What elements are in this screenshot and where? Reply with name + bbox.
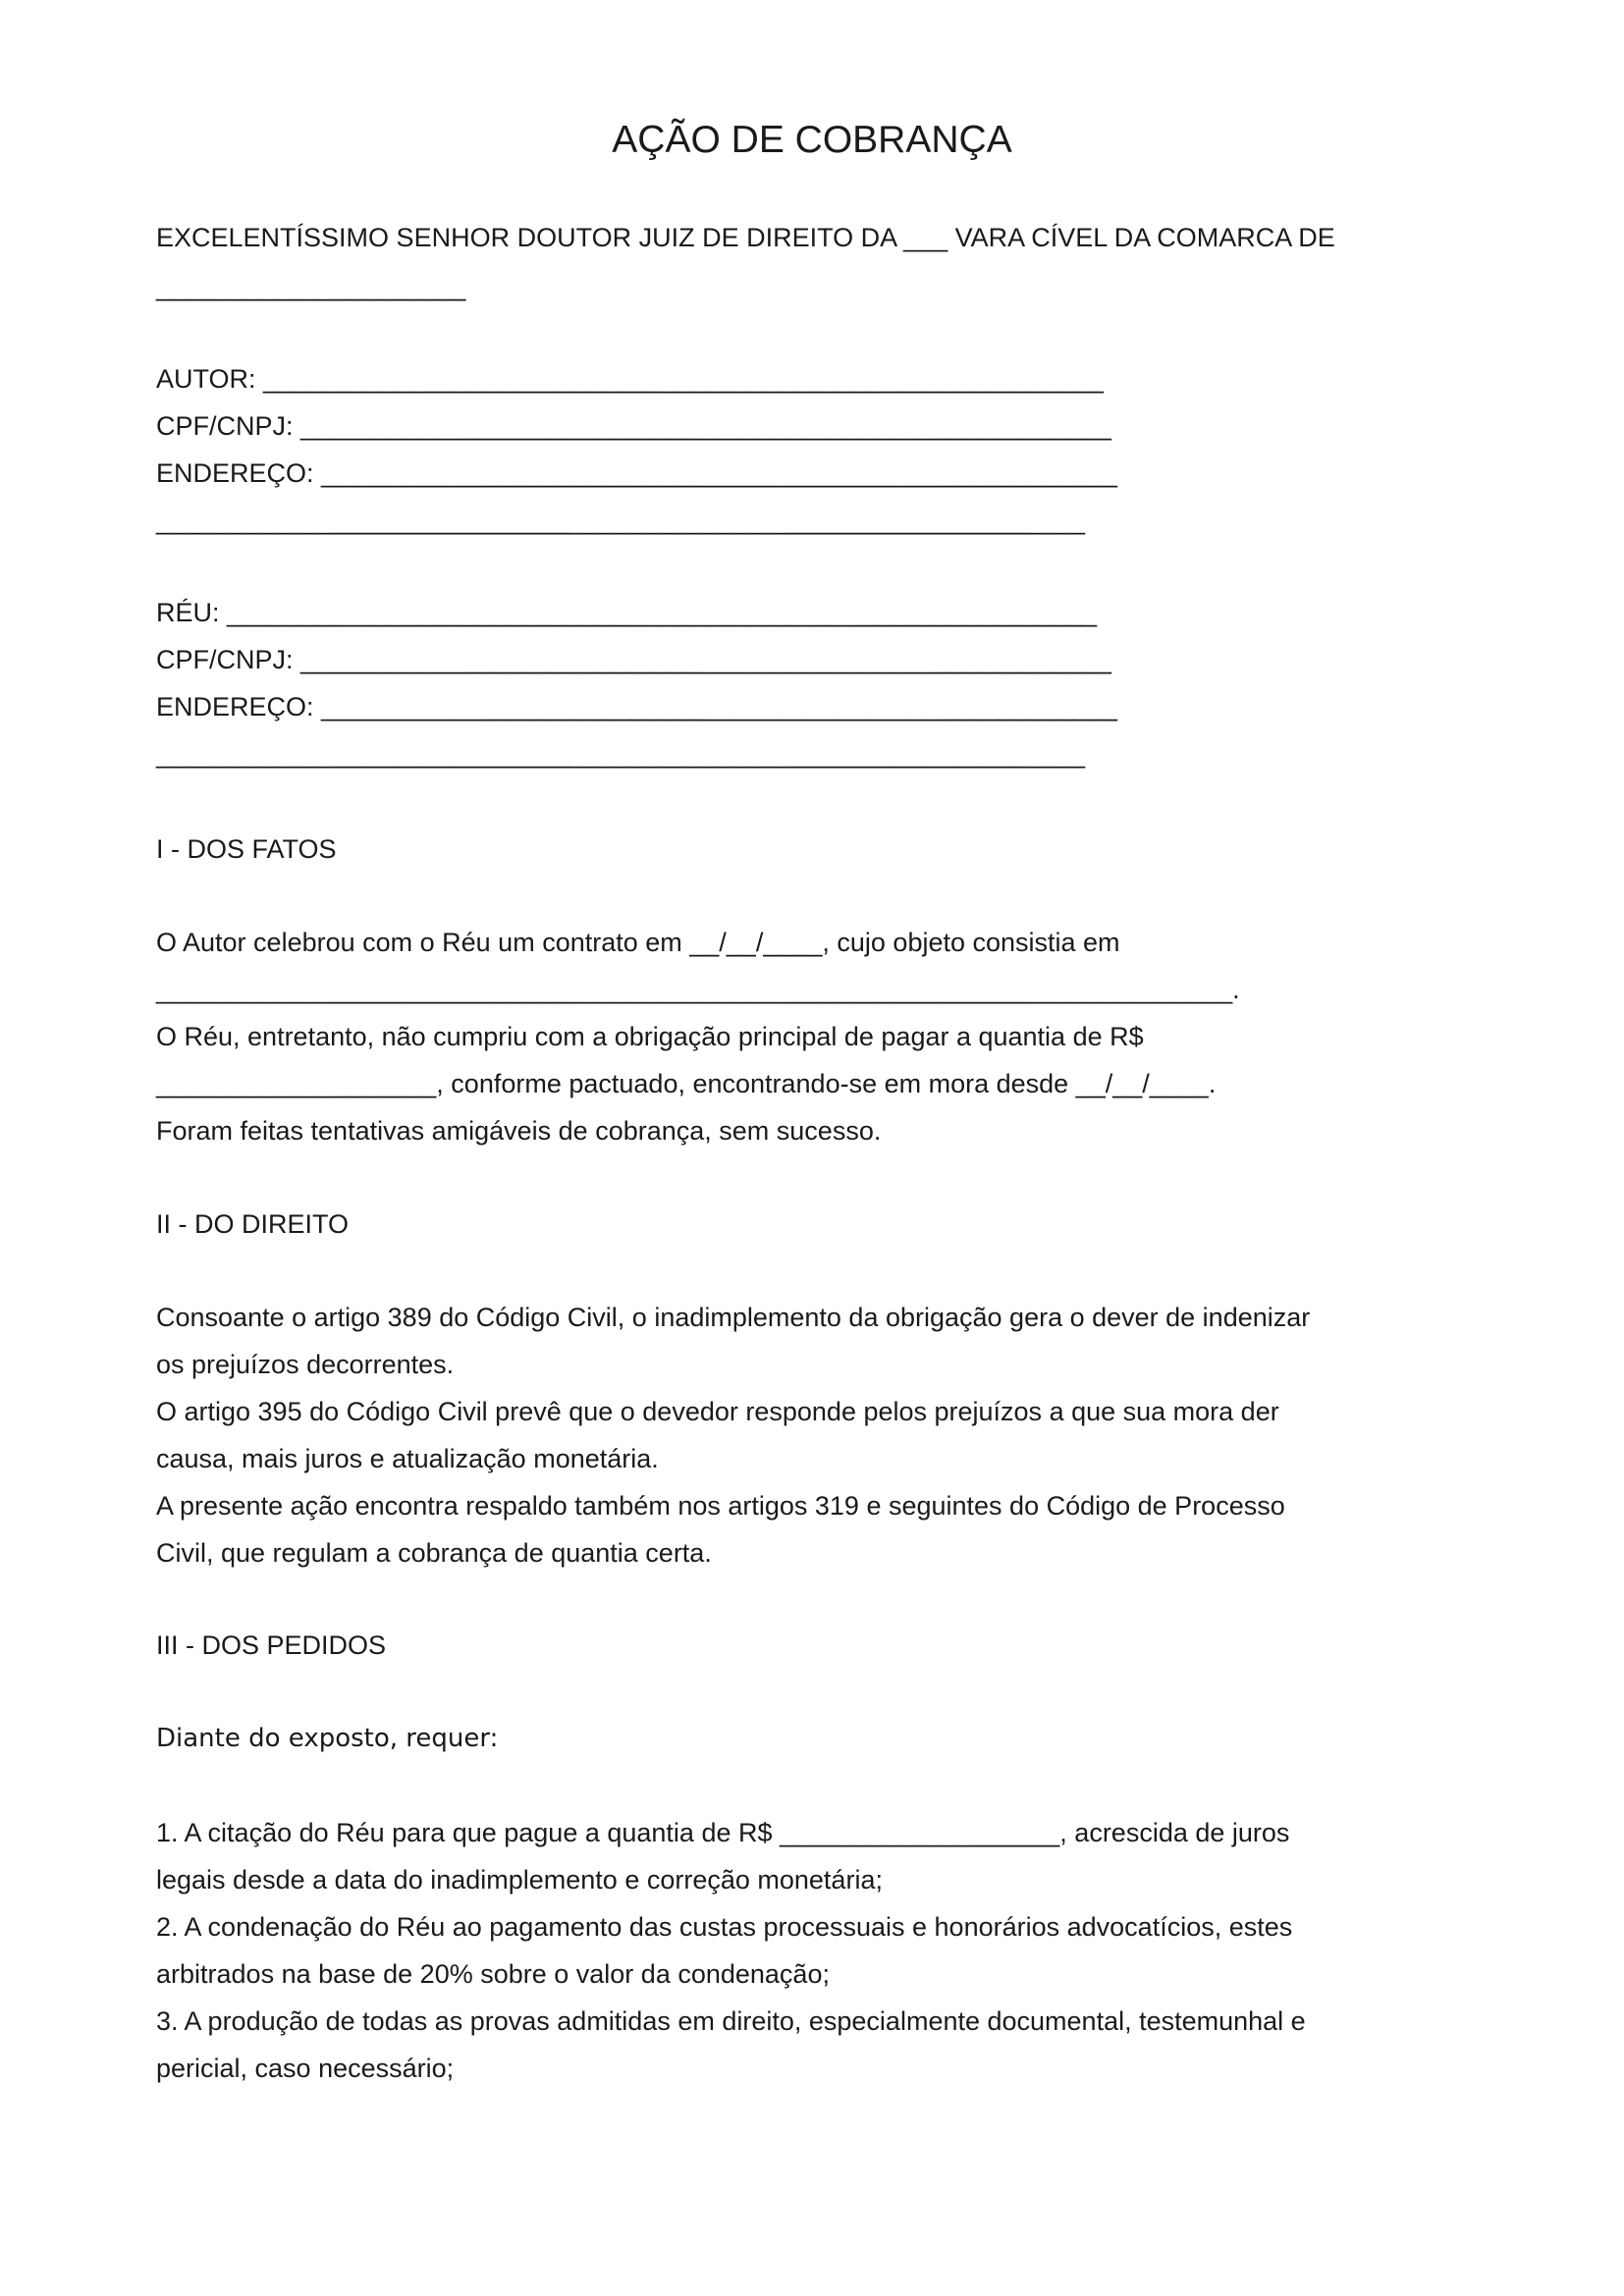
fatos-line: Foram feitas tentativas amigáveis de cobrança, sem sucesso. — [156, 1116, 882, 1146]
autor-endereco-field: ENDEREÇO: ______________________________________________________ — [156, 458, 1117, 488]
direito-line: causa, mais juros e atualização monetária. — [156, 1444, 659, 1473]
fatos-line: _________________________________________________________________________. — [156, 975, 1240, 1004]
autor-field: AUTOR: _________________________________________________________ — [156, 364, 1104, 394]
pedidos-line: 2. A condenação do Réu ao pagamento das custas processuais e honorários advocatícios, estes — [156, 1912, 1293, 1942]
fatos-line: ___________________, conforme pactuado, encontrando-se em mora desde __/__/____. — [156, 1069, 1217, 1098]
direito-line: Consoante o artigo 389 do Código Civil, o inadimplemento da obrigação gera o dever de indenizar — [156, 1303, 1311, 1332]
direito-line: O artigo 395 do Código Civil prevê que o devedor responde pelos prejuízos a que sua mora der — [156, 1397, 1279, 1426]
pedidos-line: legais desde a data do inadimplemento e correção monetária; — [156, 1865, 883, 1895]
autor-cpf-field: CPF/CNPJ: _______________________________________________________ — [156, 411, 1111, 441]
addressee-line-1: EXCELENTÍSSIMO SENHOR DOUTOR JUIZ DE DIREITO DA ___ VARA CÍVEL DA COMARCA DE — [156, 223, 1335, 252]
reu-cpf-field: CPF/CNPJ: _______________________________________________________ — [156, 645, 1111, 674]
section-heading-direito: II - DO DIREITO — [156, 1209, 350, 1239]
autor-endereco-cont: _______________________________________________________________ — [156, 506, 1086, 535]
pedidos-line: pericial, caso necessário; — [156, 2054, 455, 2083]
pedidos-intro: Diante do exposto, requer: — [156, 1724, 499, 1753]
reu-endereco-field: ENDEREÇO: ______________________________________________________ — [156, 692, 1117, 721]
section-heading-pedidos: III - DOS PEDIDOS — [156, 1630, 387, 1660]
direito-line: A presente ação encontra respaldo também nos artigos 319 e seguintes do Código de Processo — [156, 1491, 1285, 1521]
pedidos-line: arbitrados na base de 20% sobre o valor da condenação; — [156, 1959, 830, 1989]
section-heading-fatos: I - DOS FATOS — [156, 834, 337, 864]
direito-line: os prejuízos decorrentes. — [156, 1350, 455, 1379]
pedidos-line: 3. A produção de todas as provas admitidas em direito, especialmente documental, testemunhal e — [156, 2006, 1306, 2036]
addressee-line-2: _____________________ — [156, 272, 466, 301]
direito-line: Civil, que regulam a cobrança de quantia certa. — [156, 1538, 712, 1568]
pedidos-line: 1. A citação do Réu para que pague a quantia de R$ ___________________, acrescida de juros — [156, 1818, 1290, 1847]
fatos-line: O Réu, entretanto, não cumpriu com a obrigação principal de pagar a quantia de R$ — [156, 1022, 1144, 1051]
fatos-line: O Autor celebrou com o Réu um contrato em __/__/____, cujo objeto consistia em — [156, 928, 1120, 957]
document-title: AÇÃO DE COBRANÇA — [612, 119, 1012, 161]
reu-field: RÉU: ___________________________________________________________ — [156, 598, 1097, 627]
reu-endereco-cont: _______________________________________________________________ — [156, 739, 1086, 769]
